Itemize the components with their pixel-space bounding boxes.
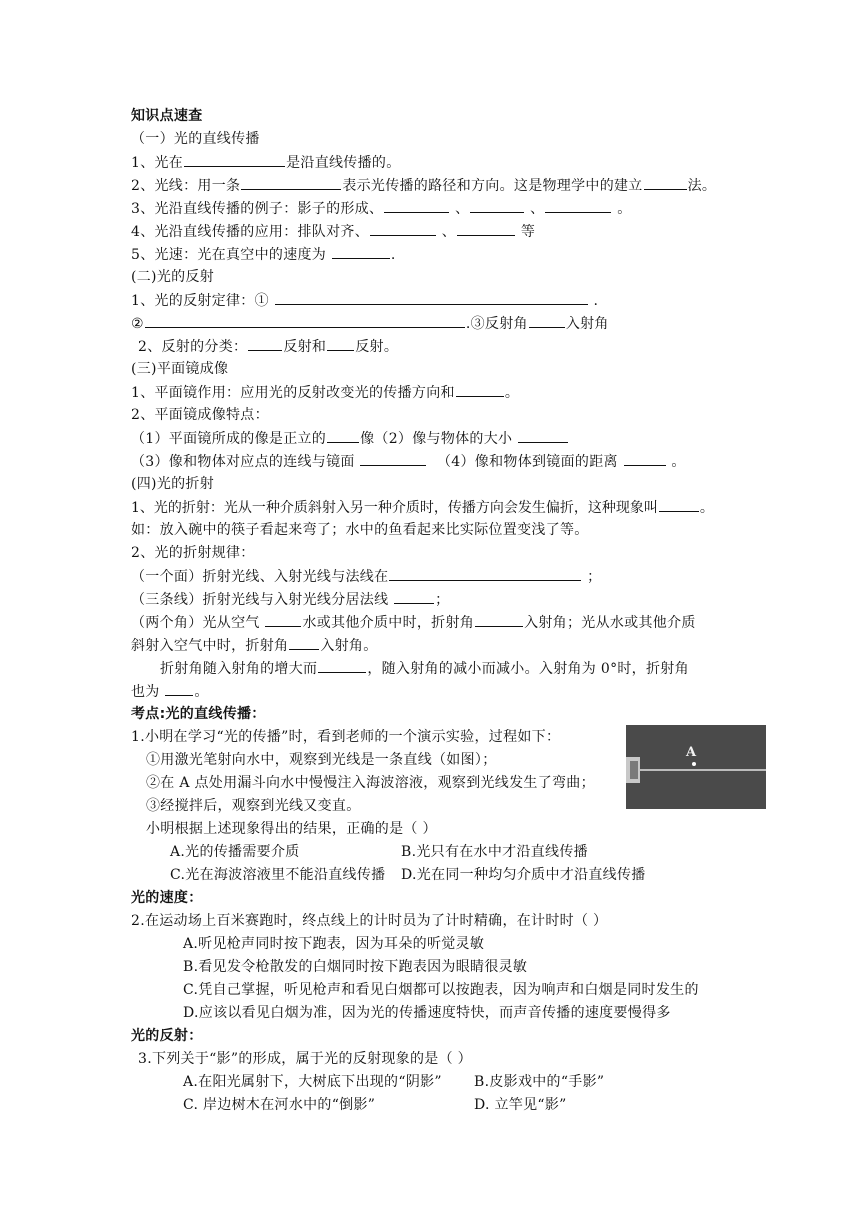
option-a[interactable]: A.在阳光属射下，大树底下出现的“阴影” [183, 1074, 442, 1090]
question-step: ③经搅拌后，观察到光线又变直。 [146, 798, 361, 814]
text-line: 1、平面镜作用：应用光的反射改变光的传播方向和 。 [131, 382, 519, 402]
text-line: 4、光沿直线传播的应用：排队对齐、 、 等 [131, 221, 535, 241]
answer-blank[interactable] [327, 336, 354, 351]
answer-blank[interactable] [248, 336, 282, 351]
text-line: 1、光在 是沿直线传播的。 [131, 152, 401, 172]
answer-blank[interactable] [384, 198, 449, 213]
question-ask: 小明根据上述现象得出的结果，正确的是（ ） [146, 821, 437, 837]
text-line: 3、光沿直线传播的例子：影子的形成、 、 、 。 [131, 198, 632, 218]
text-line: 2、光线：用一条 表示光传播的路径和方向。这是物理学中的建立 法。 [131, 175, 716, 195]
option-d[interactable]: D.应该以看见白烟为准，因为光的传播速度特快，而声音传播的速度要慢得多 [183, 1005, 671, 1021]
text-line: 斜射入空气中时，折射角 入射角。 [131, 635, 378, 655]
answer-blank[interactable] [529, 313, 565, 328]
answer-blank[interactable] [327, 428, 359, 443]
section-heading: (四)光的折射 [131, 476, 215, 492]
section-heading: （一）光的直线传播 [131, 131, 260, 147]
answer-blank[interactable] [457, 221, 515, 236]
point-a-label: A [686, 745, 697, 760]
answer-blank[interactable] [389, 566, 581, 581]
text-line: （3）像和物体对应点的连线与镜面 （4）像和物体到镜面的距离 。 [131, 451, 686, 471]
answer-blank[interactable] [644, 175, 687, 190]
answer-blank[interactable] [518, 428, 568, 443]
answer-blank[interactable] [184, 152, 285, 167]
text-line: 2、光的折射规律： [131, 545, 255, 561]
text-line: 也为 。 [131, 681, 209, 701]
option-a[interactable]: A.听见枪声同时按下跑表，因为耳朵的听觉灵敏 [183, 936, 485, 952]
question-step: ②在 A 点处用漏斗向水中慢慢注入海波溶液，观察到光线发生了弯曲； [146, 775, 595, 791]
question-stem: 1.小明在学习“光的传播”时，看到老师的一个演示实验，过程如下： [131, 729, 561, 745]
question-step: ①用激光笔射向水中，观察到光线是一条直线（如图）； [146, 752, 497, 768]
text-line: 折射角随入射角的增大而 ，随入射角的减小而减小。入射角为 0°时，折射角 [160, 658, 689, 678]
text-line: 1、光的折射：光从一种介质斜射入另一种介质时，传播方向会发生偏折，这种现象叫 。 [131, 497, 714, 517]
exam-heading: 光的速度： [131, 890, 203, 906]
answer-blank[interactable] [545, 198, 611, 213]
answer-blank[interactable] [370, 221, 436, 236]
point-a-marker [692, 762, 696, 766]
text-line: （三条线）折射光线与入射光线分居法线 ； [131, 589, 449, 609]
option-b[interactable]: B.看见发令枪散发的白烟同时按下跑表因为眼睛很灵敏 [183, 959, 528, 975]
option-c[interactable]: C.凭自己掌握，听见枪声和看见白烟都可以按跑表，因为响声和白烟是同时发生的 [183, 982, 699, 998]
text-line: （一个面）折射光线、入射光线与法线在 ； [131, 566, 601, 586]
exam-heading: 光的反射： [131, 1028, 203, 1044]
text-line: （两个角）光从空气 水或其他介质中时，折射角 入射角；光从水或其他介质 [131, 612, 696, 632]
page-title: 知识点速查 [131, 108, 203, 124]
laser-pointer-tip [630, 761, 638, 779]
laser-beam [640, 769, 766, 771]
option-b[interactable]: B.光只有在水中才沿直线传播 [401, 844, 588, 860]
answer-blank[interactable] [165, 681, 193, 696]
answer-blank[interactable] [475, 612, 523, 627]
option-a[interactable]: A.光的传播需要介质 [170, 844, 300, 860]
answer-blank[interactable] [360, 451, 426, 466]
answer-blank[interactable] [145, 313, 465, 328]
answer-blank[interactable] [394, 589, 434, 604]
text-line: 2、反射的分类： 反射和 反射。 [138, 336, 398, 356]
exam-heading: 考点:光的直线传播： [131, 706, 266, 722]
section-heading: (二)光的反射 [131, 269, 215, 285]
option-d[interactable]: D. 立竿见“影” [474, 1097, 567, 1113]
laser-experiment-photo [626, 725, 766, 809]
text-line: 如：放入碗中的筷子看起来弯了；水中的鱼看起来比实际位置变浅了等。 [131, 522, 589, 538]
answer-blank[interactable] [624, 451, 666, 466]
answer-blank[interactable] [456, 382, 504, 397]
answer-blank[interactable] [659, 497, 699, 512]
answer-blank[interactable] [332, 244, 390, 259]
option-c[interactable]: C. 岸边树木在河水中的“倒影” [183, 1097, 376, 1113]
text-line: 5、光速：光在真空中的速度为 . [131, 244, 396, 264]
question-stem: 3.下列关于“影”的形成，属于光的反射现象的是（ ） [138, 1051, 472, 1067]
text-line: 1、光的反射定律：① . [131, 290, 598, 310]
option-b[interactable]: B.皮影戏中的“手影” [474, 1074, 605, 1090]
text-line: （1）平面镜所成的像是正立的 像（2）像与物体的大小 [131, 428, 569, 448]
text-line: ② .③反射角 入射角 [131, 313, 609, 333]
answer-blank[interactable] [241, 175, 341, 190]
option-c[interactable]: C.光在海波溶液里不能沿直线传播 [170, 867, 386, 883]
question-stem: 2.在运动场上百米赛跑时，终点线上的计时员为了计时精确，在计时时（ ） [131, 913, 608, 929]
answer-blank[interactable] [275, 290, 588, 305]
text-line: 2、平面镜成像特点： [131, 407, 269, 423]
answer-blank[interactable] [289, 635, 319, 650]
answer-blank[interactable] [318, 658, 366, 673]
section-heading: (三)平面镜成像 [131, 361, 229, 377]
answer-blank[interactable] [265, 612, 301, 627]
answer-blank[interactable] [470, 198, 524, 213]
option-d[interactable]: D.光在同一种均匀介质中才沿直线传播 [401, 867, 646, 883]
